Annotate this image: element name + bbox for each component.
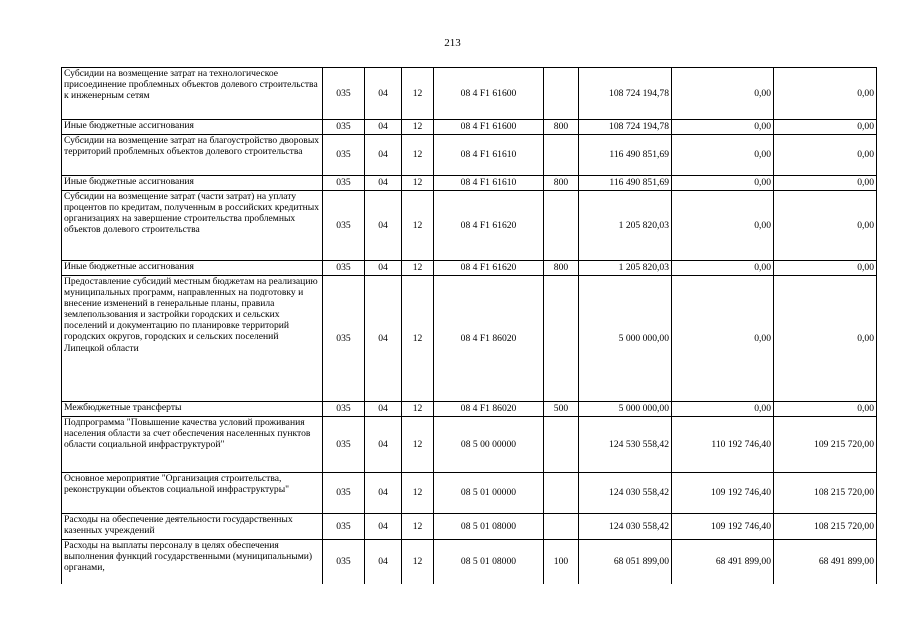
amount-year-1: 108 724 194,78: [579, 120, 672, 135]
expense-type: [544, 473, 579, 514]
amount-year-1: 124 530 558,42: [579, 417, 672, 473]
ministry-code: 035: [323, 473, 365, 514]
table-row: [62, 417, 877, 473]
amount-year-3: 0,00: [774, 68, 877, 120]
expense-type: 800: [544, 176, 579, 191]
expense-type: 500: [544, 402, 579, 417]
amount-year-1: 124 030 558,42: [579, 473, 672, 514]
section-code: 04: [365, 514, 402, 540]
amount-year-3: 0,00: [774, 261, 877, 276]
target-article: 08 4 F1 61600: [434, 120, 544, 135]
section-code: 04: [365, 176, 402, 191]
row-name: Межбюджетные трансферты: [62, 402, 323, 417]
subsection-code: 12: [402, 402, 434, 417]
subsection-code: 12: [402, 120, 434, 135]
ministry-code: 035: [323, 120, 365, 135]
table-body: [62, 68, 877, 584]
budget-table: [61, 67, 877, 584]
target-article: 08 5 01 00000: [434, 473, 544, 514]
amount-year-2: 0,00: [672, 191, 774, 261]
amount-year-1: 108 724 194,78: [579, 68, 672, 120]
amount-year-2: 0,00: [672, 176, 774, 191]
section-code: 04: [365, 417, 402, 473]
amount-year-1: 68 051 899,00: [579, 540, 672, 584]
ministry-code: 035: [323, 68, 365, 120]
amount-year-2: 0,00: [672, 261, 774, 276]
amount-year-1: 5 000 000,00: [579, 402, 672, 417]
row-name: Расходы на обеспечение деятельности государственных казенных учреждений: [62, 514, 323, 540]
table-row: [62, 135, 877, 176]
amount-year-2: 0,00: [672, 135, 774, 176]
amount-year-3: 0,00: [774, 276, 877, 402]
amount-year-2: 0,00: [672, 120, 774, 135]
subsection-code: 12: [402, 540, 434, 584]
target-article: 08 4 F1 86020: [434, 402, 544, 417]
table-row: [62, 68, 877, 120]
subsection-code: 12: [402, 68, 434, 120]
ministry-code: 035: [323, 402, 365, 417]
row-name: Иные бюджетные ассигнования: [62, 261, 323, 276]
expense-type: [544, 68, 579, 120]
amount-year-3: 0,00: [774, 402, 877, 417]
target-article: 08 4 F1 61600: [434, 68, 544, 120]
amount-year-2: 109 192 746,40: [672, 473, 774, 514]
amount-year-2: 68 491 899,00: [672, 540, 774, 584]
target-article: 08 4 F1 86020: [434, 276, 544, 402]
amount-year-3: 0,00: [774, 135, 877, 176]
row-name: Субсидии на возмещение затрат на технологическое присоединение проблемных объектов долевого строительства к инженерным сетям: [62, 68, 323, 120]
section-code: 04: [365, 540, 402, 584]
subsection-code: 12: [402, 417, 434, 473]
section-code: 04: [365, 191, 402, 261]
amount-year-1: 116 490 851,69: [579, 176, 672, 191]
table-row: [62, 473, 877, 514]
subsection-code: 12: [402, 261, 434, 276]
table-row: [62, 514, 877, 540]
target-article: 08 5 01 08000: [434, 514, 544, 540]
target-article: 08 4 F1 61620: [434, 191, 544, 261]
amount-year-1: 1 205 820,03: [579, 191, 672, 261]
subsection-code: 12: [402, 176, 434, 191]
section-code: 04: [365, 473, 402, 514]
target-article: 08 4 F1 61610: [434, 176, 544, 191]
expense-type: [544, 514, 579, 540]
amount-year-2: 109 192 746,40: [672, 514, 774, 540]
table-row: [62, 261, 877, 276]
amount-year-3: 108 215 720,00: [774, 473, 877, 514]
subsection-code: 12: [402, 276, 434, 402]
ministry-code: 035: [323, 191, 365, 261]
table-row: [62, 402, 877, 417]
section-code: 04: [365, 261, 402, 276]
amount-year-2: 110 192 746,40: [672, 417, 774, 473]
amount-year-3: 68 491 899,00: [774, 540, 877, 584]
subsection-code: 12: [402, 473, 434, 514]
amount-year-2: 0,00: [672, 402, 774, 417]
expense-type: [544, 417, 579, 473]
target-article: 08 5 00 00000: [434, 417, 544, 473]
amount-year-1: 5 000 000,00: [579, 276, 672, 402]
amount-year-3: 109 215 720,00: [774, 417, 877, 473]
amount-year-2: 0,00: [672, 68, 774, 120]
expense-type: 100: [544, 540, 579, 584]
page-number: 213: [444, 37, 461, 49]
amount-year-1: 1 205 820,03: [579, 261, 672, 276]
section-code: 04: [365, 402, 402, 417]
ministry-code: 035: [323, 176, 365, 191]
ministry-code: 035: [323, 135, 365, 176]
row-name: Субсидии на возмещение затрат на благоустройство дворовых территорий проблемных объектов долевого строительства: [62, 135, 323, 176]
table-row: [62, 191, 877, 261]
ministry-code: 035: [323, 276, 365, 402]
ministry-code: 035: [323, 514, 365, 540]
row-name: Расходы на выплаты персоналу в целях обеспечения выполнения функций государственными (муниципальными) органами,: [62, 540, 323, 584]
expense-type: [544, 191, 579, 261]
target-article: 08 4 F1 61620: [434, 261, 544, 276]
table-row: [62, 120, 877, 135]
table-row: [62, 176, 877, 191]
expense-type: [544, 276, 579, 402]
row-name: Предоставление субсидий местным бюджетам на реализацию муниципальных программ, направленных на подготовку и внесение изменений в генеральные планы, правила землепользования и застройки городских и сельских поселений и документацию по планировке территорий городских округов, городских и сельских поселений Липецкой области: [62, 276, 323, 402]
row-name: Субсидии на возмещение затрат (части затрат) на уплату процентов по кредитам, полученным в российских кредитных организациях на завершение строительства проблемных объектов долевого строительства: [62, 191, 323, 261]
subsection-code: 12: [402, 191, 434, 261]
row-name: Иные бюджетные ассигнования: [62, 120, 323, 135]
amount-year-3: 0,00: [774, 120, 877, 135]
target-article: 08 4 F1 61610: [434, 135, 544, 176]
section-code: 04: [365, 120, 402, 135]
amount-year-3: 0,00: [774, 176, 877, 191]
ministry-code: 035: [323, 540, 365, 584]
target-article: 08 5 01 08000: [434, 540, 544, 584]
subsection-code: 12: [402, 514, 434, 540]
amount-year-1: 124 030 558,42: [579, 514, 672, 540]
amount-year-1: 116 490 851,69: [579, 135, 672, 176]
ministry-code: 035: [323, 261, 365, 276]
amount-year-3: 108 215 720,00: [774, 514, 877, 540]
expense-type: 800: [544, 261, 579, 276]
table-row: [62, 540, 877, 584]
subsection-code: 12: [402, 135, 434, 176]
section-code: 04: [365, 276, 402, 402]
section-code: 04: [365, 135, 402, 176]
row-name: Иные бюджетные ассигнования: [62, 176, 323, 191]
expense-type: [544, 135, 579, 176]
amount-year-2: 0,00: [672, 276, 774, 402]
row-name: Подпрограмма "Повышение качества условий проживания населения области за счет обеспечения населенных пунктов области социальной инфраструктурой": [62, 417, 323, 473]
section-code: 04: [365, 68, 402, 120]
row-name: Основное мероприятие "Организация строительства, реконструкции объектов социальной инфраструктуры": [62, 473, 323, 514]
amount-year-3: 0,00: [774, 191, 877, 261]
ministry-code: 035: [323, 417, 365, 473]
expense-type: 800: [544, 120, 579, 135]
table-row: [62, 276, 877, 402]
